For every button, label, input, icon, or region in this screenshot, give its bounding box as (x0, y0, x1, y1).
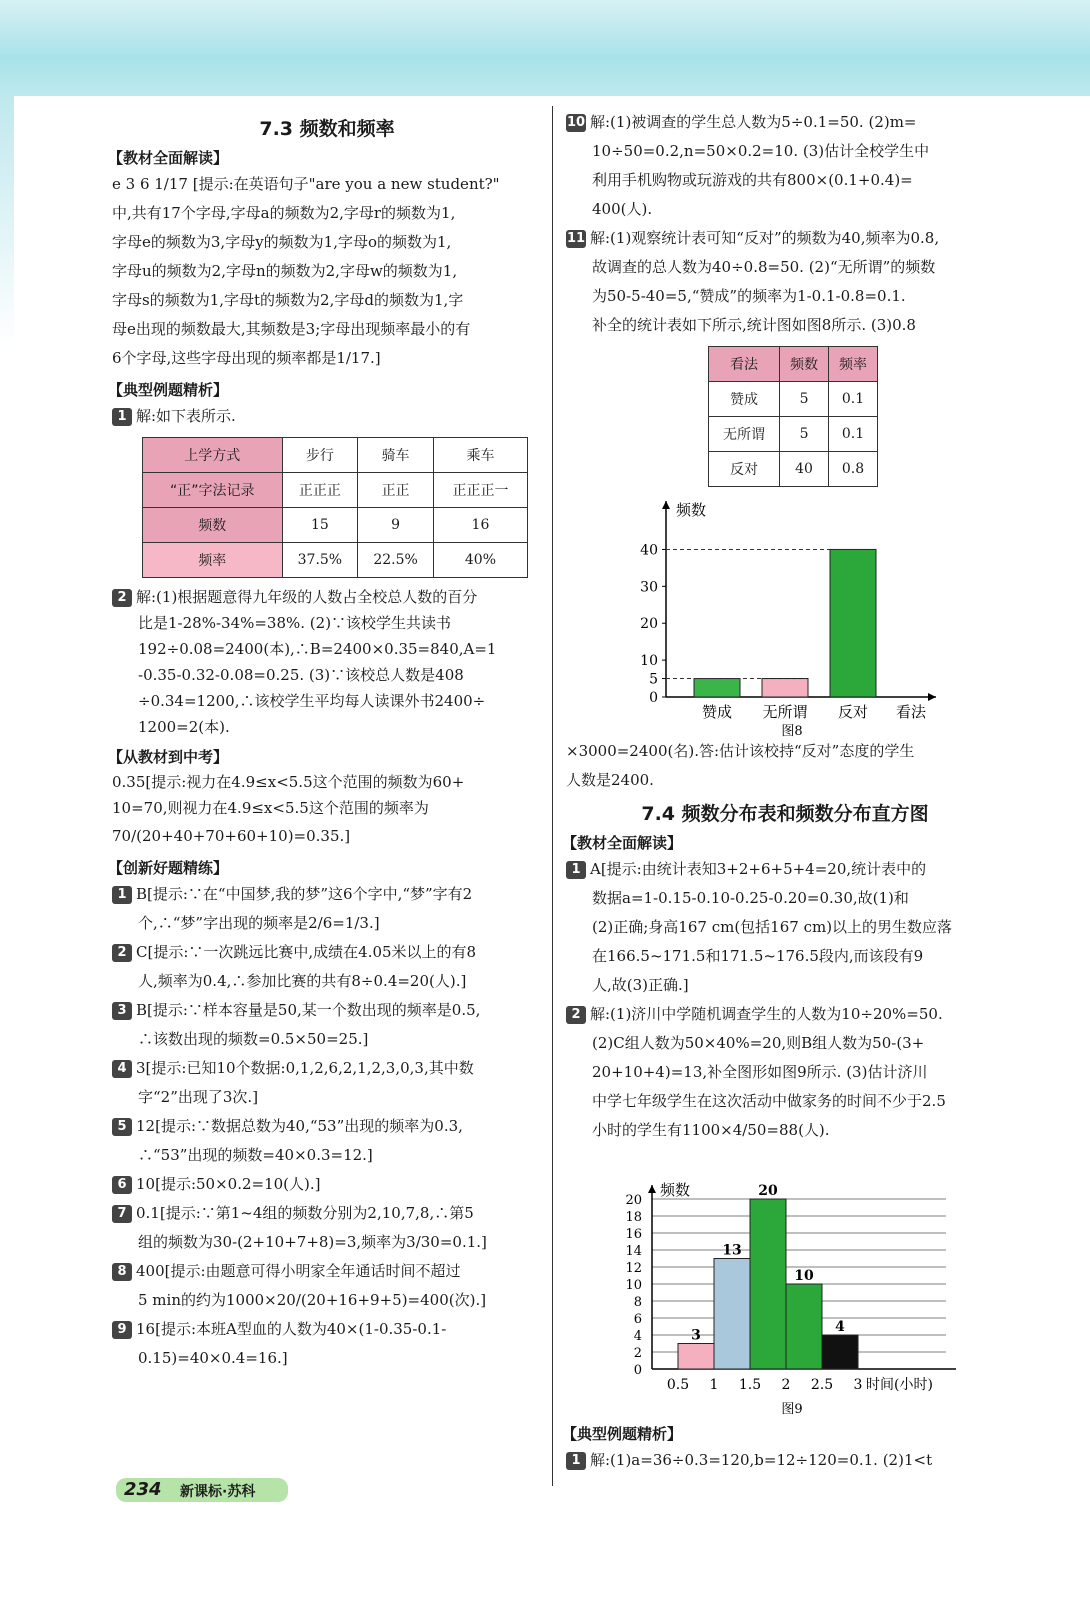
line (112, 1228, 542, 1257)
line-text: 个,∴“梦”字出现的频率是2/6=1/3.] (138, 914, 380, 932)
x-tick-label: 2.5 (810, 1377, 834, 1393)
line-text: A[提示:由统计表知3+2+6+5+4=20,统计表中的 (590, 860, 927, 878)
line-text: B[提示:∵样本容量是50,某一个数出现的频率是0.5, (136, 1001, 481, 1019)
y-tick-label: 8 (633, 1295, 642, 1310)
table-cell: 频率 (143, 543, 283, 578)
table-header: 步行 (282, 438, 358, 473)
histogram-bar (678, 1344, 714, 1370)
line-text: 3[提示:已知10个数据:0,1,2,6,2,1,2,3,0,3,其中数 (136, 1059, 474, 1077)
y-tick-label: 2 (633, 1346, 642, 1361)
line (566, 1029, 1004, 1058)
bar-chart-figure-8 (566, 491, 1004, 737)
figure-caption: 图8 (781, 724, 803, 737)
line (566, 166, 1004, 195)
table-cell: 15 (282, 508, 358, 543)
line-text: 利用手机购物或玩游戏的共有800×(0.1+0.4)= (592, 171, 913, 189)
x-tick-label: 1.5 (738, 1377, 762, 1393)
number-badge: 2 (566, 1006, 586, 1024)
table-cell: 5 (780, 417, 829, 452)
table-cell: 无所谓 (709, 417, 780, 452)
line: ×3000=2400(名).答:估计该校持“反对”态度的学生 (566, 742, 915, 760)
y-tick-label: 30 (640, 579, 658, 596)
exercise-item (112, 1257, 542, 1286)
line-text: 400[提示:由题意可得小明家全年通话时间不超过 (136, 1262, 461, 1280)
heading-typical-examples: 【典型例题精析】 (108, 381, 229, 399)
line-text: 人,故(3)正确.] (592, 976, 689, 994)
line: 比是1-28%-34%=38%. (2)∵该校学生共读书 (138, 614, 452, 632)
data-label: 4 (835, 1319, 845, 1335)
exercise-item (566, 1000, 1004, 1029)
heading-typical-examples-2: 【典型例题精析】 (562, 1425, 683, 1443)
column-divider (552, 106, 553, 1486)
x-axis-label: 看法 (896, 703, 927, 721)
line-text: 400(人). (592, 200, 653, 218)
line-text: 解:(1)被调查的学生总人数为5÷0.1=50. (2)m= (590, 113, 917, 131)
number-badge: 7 (112, 1205, 132, 1223)
exercise-item (112, 880, 542, 909)
histogram-bar (750, 1199, 786, 1369)
line-text: 5 min的约为1000×20/(20+16+9+5)=400(次).] (138, 1291, 487, 1309)
commute-table (142, 437, 528, 578)
x-axis-label: 时间(小时) (866, 1377, 933, 1393)
number-badge: 9 (112, 1321, 132, 1339)
x-tick-label: 1 (709, 1377, 719, 1393)
y-tick-label: 4 (633, 1329, 642, 1344)
line: 1200=2(本). (138, 718, 230, 736)
series-label: 新课标·苏科 (180, 1484, 256, 1500)
line-text: ∴该数出现的频数=0.5×50=25.] (138, 1030, 369, 1048)
table-cell: 正正正 (282, 473, 358, 508)
line: 中,共有17个字母,字母a的频数为2,字母r的频数为1, (112, 204, 456, 222)
table-header: 骑车 (358, 438, 434, 473)
line-text: (2)正确;身高167 cm(包括167 cm)以上的男生数应落 (592, 918, 953, 936)
data-label: 10 (794, 1268, 814, 1284)
table-header: 乘车 (433, 438, 527, 473)
exercise-list-mid (566, 855, 1004, 1145)
y-tick-label: 10 (625, 1278, 642, 1293)
line: 解:(1)根据题意得九年级的人数占全校总人数的百分 (136, 588, 478, 606)
number-badge: 8 (112, 1263, 132, 1281)
x-tick-label: 0.5 (666, 1377, 690, 1393)
left-decoration-strip (0, 96, 14, 346)
line: -0.35-0.32-0.08=0.25. (3)∵该校总人数是408 (138, 666, 464, 684)
y-tick-label: 14 (625, 1244, 642, 1259)
x-tick-label: 反对 (837, 703, 869, 721)
line-text: 解:(1)观察统计表可知“反对”的频数为40,频率为0.8, (590, 229, 940, 247)
heading-innovative-exercises: 【创新好题精练】 (108, 859, 229, 877)
line (566, 1087, 1004, 1116)
table-cell: 40 (780, 452, 829, 487)
table-cell: 赞成 (709, 382, 780, 417)
table-cell: 正正 (358, 473, 434, 508)
line (566, 311, 1004, 340)
line-text: 0.15)=40×0.4=16.] (138, 1349, 288, 1367)
line (566, 971, 1004, 1000)
line: 字母e的频数为3,字母y的频数为1,字母o的频数为1, (112, 233, 452, 251)
table-cell: 0.8 (829, 452, 878, 487)
line-text: 16[提示:本班A型血的人数为40×(1-0.35-0.1- (136, 1320, 447, 1338)
line-text: 20+10+4)=13,补全图形如图9所示. (3)估计济川 (592, 1063, 928, 1081)
table-cell: “正”字法记录 (143, 473, 283, 508)
section-title-7-4: 7.4 频数分布表和频数分布直方图 (641, 803, 929, 825)
number-badge: 6 (112, 1176, 132, 1194)
line-text: C[提示:∵一次跳远比赛中,成绩在4.05米以上的有8 (136, 943, 477, 961)
exercise-item (566, 855, 1004, 884)
page-number: 234 (124, 1479, 162, 1500)
line (566, 137, 1004, 166)
textbook-analysis-text (112, 170, 542, 373)
line (112, 1141, 542, 1170)
heading-textbook-analysis: 【教材全面解读】 (108, 149, 229, 167)
line-text: 解:(1)济川中学随机调查学生的人数为10÷20%=50. (590, 1005, 943, 1023)
y-tick-label: 12 (625, 1261, 642, 1276)
line: 0.35[提示:视力在4.9≤x<5.5这个范围的频数为60+ (112, 773, 465, 791)
header-band (0, 0, 1090, 96)
x-tick-label: 赞成 (701, 703, 733, 721)
table-cell: 频数 (143, 508, 283, 543)
number-badge: 11 (566, 231, 586, 246)
textbook-to-exam-text (112, 769, 542, 851)
table-cell: 37.5% (282, 543, 358, 578)
line: 192÷0.08=2400(本),∴B=2400×0.35=840,A=1 (138, 640, 497, 658)
line: 解:如下表所示. (136, 407, 236, 425)
x-axis-arrow (928, 693, 936, 701)
line-text: 小时的学生有1100×4/50=88(人). (592, 1121, 830, 1139)
line: 6个字母,这些字母出现的频率都是1/17.] (112, 349, 381, 367)
y-tick-label: 5 (649, 671, 658, 688)
y-tick-label: 16 (625, 1227, 642, 1242)
table-cell: 22.5% (358, 543, 434, 578)
example-1 (112, 402, 542, 431)
exercise-item (112, 1112, 542, 1141)
line: 字母s的频数为1,字母t的频数为2,字母d的频数为1,字 (112, 291, 464, 309)
line (566, 195, 1004, 224)
y-tick-label: 20 (640, 616, 658, 633)
number-badge: 1 (566, 861, 586, 879)
line: 母e出现的频数最大,其频数是3;字母出现频率最小的有 (112, 320, 471, 338)
line: 10=70,则视力在4.9≤x<5.5这个范围的频率为 (112, 799, 429, 817)
line-text: 人,频率为0.4,∴参加比赛的共有8÷0.4=20(人).] (138, 972, 467, 990)
data-label: 13 (722, 1242, 742, 1259)
number-badge: 10 (566, 115, 586, 130)
line (112, 1344, 542, 1373)
line-text: 故调查的总人数为40÷0.8=50. (2)“无所谓”的频数 (592, 258, 936, 276)
histogram-figure-9 (566, 1149, 1004, 1417)
exercise-list (112, 880, 542, 1373)
x-tick-label: 无所谓 (762, 703, 808, 721)
line-text: 0.1[提示:∵第1~4组的频数分别为2,10,7,8,∴第5 (136, 1204, 474, 1222)
example-2 (112, 584, 542, 740)
x-tick-label: 3 (853, 1377, 863, 1393)
heading-textbook-analysis-2: 【教材全面解读】 (562, 834, 683, 852)
bar (694, 679, 740, 697)
line: e 3 6 1/17 [提示:在英语句子"are you a new student?" (112, 175, 500, 193)
y-tick-label: 0 (649, 690, 658, 706)
histogram-bar (714, 1259, 750, 1370)
line-text: 12[提示:∵数据总数为40,“53”出现的频率为0.3, (136, 1117, 463, 1135)
exercise-item (566, 108, 1004, 137)
line: 人数是2400. (566, 771, 654, 789)
table-cell: 0.1 (829, 382, 878, 417)
line: 字母u的频数为2,字母n的频数为2,字母w的频数为1, (112, 262, 458, 280)
bar (762, 679, 808, 697)
line-text: ∴“53”出现的频数=40×0.3=12.] (138, 1146, 373, 1164)
number-badge: 4 (112, 1060, 132, 1078)
line (566, 884, 1004, 913)
exercise-item (112, 938, 542, 967)
line: 解:(1)a=36÷0.3=120,b=12÷120=0.1. (2)1<t (590, 1451, 933, 1469)
y-tick-label: 20 (625, 1193, 642, 1208)
exercise-item (112, 1054, 542, 1083)
line-text: 数据a=1-0.15-0.10-0.25-0.20=0.30,故(1)和 (592, 889, 909, 907)
line-text: 在166.5~171.5和171.5~176.5段内,而该段有9 (592, 947, 924, 965)
y-tick-label: 6 (633, 1312, 642, 1327)
section-title-7-3: 7.3 频数和频率 (259, 118, 395, 140)
number-badge: 5 (112, 1118, 132, 1136)
footer-page-badge (116, 1478, 288, 1502)
table-header: 频数 (780, 347, 829, 382)
table-header: 看法 (709, 347, 780, 382)
bar (830, 549, 876, 697)
table-header: 上学方式 (143, 438, 283, 473)
exercise-item (112, 996, 542, 1025)
number-badge: 1 (566, 1452, 586, 1470)
line (566, 1058, 1004, 1087)
line (566, 282, 1004, 311)
exercise-item (112, 1199, 542, 1228)
x-tick-label: 2 (781, 1377, 791, 1393)
exercise-item (112, 1170, 542, 1199)
heading-textbook-to-exam: 【从教材到中考】 (108, 748, 229, 766)
line: ÷0.34=1200,∴该校学生平均每人读课外书2400÷ (138, 692, 486, 710)
histogram-bar (822, 1335, 858, 1369)
y-tick-label: 18 (625, 1210, 642, 1225)
line (112, 1083, 542, 1112)
y-tick-label: 40 (640, 542, 658, 559)
left-column (108, 104, 542, 1373)
y-tick-label: 10 (640, 653, 658, 670)
exercise-list-top (566, 108, 1004, 340)
line (566, 942, 1004, 971)
line (566, 253, 1004, 282)
opinion-table (708, 346, 878, 487)
table-cell: 反对 (709, 452, 780, 487)
table-cell: 5 (780, 382, 829, 417)
example-last (566, 1446, 1004, 1475)
table-cell: 16 (433, 508, 527, 543)
line (112, 909, 542, 938)
line (112, 1286, 542, 1315)
right-column (562, 104, 1004, 1475)
number-badge: 1 (112, 408, 132, 426)
line-text: 为50-5-40=5,“赞成”的频率为1-0.1-0.8=0.1. (592, 287, 906, 305)
line-text: 10÷50=0.2,n=50×0.2=10. (3)估计全校学生中 (592, 142, 930, 160)
answer-continuation (566, 737, 1004, 795)
table-header: 频率 (829, 347, 878, 382)
table-cell: 9 (358, 508, 434, 543)
data-label: 3 (691, 1327, 701, 1344)
line-text: 补全的统计表如下所示,统计图如图8所示. (3)0.8 (592, 316, 916, 334)
line-text: 组的频数为30-(2+10+7+8)=3,频率为3/30=0.1.] (138, 1233, 487, 1251)
data-label: 20 (758, 1183, 778, 1199)
figure-caption: 图9 (781, 1402, 803, 1417)
y-axis-arrow (648, 1185, 656, 1193)
line: 70/(20+40+70+60+10)=0.35.] (112, 827, 351, 845)
line (112, 967, 542, 996)
table-cell: 正正正一 (433, 473, 527, 508)
line (112, 1025, 542, 1054)
line (566, 913, 1004, 942)
histogram-bar (786, 1284, 822, 1369)
line (566, 1116, 1004, 1145)
exercise-item (566, 224, 1004, 253)
y-tick-label: 0 (633, 1363, 642, 1378)
table-cell: 40% (433, 543, 527, 578)
table-cell: 0.1 (829, 417, 878, 452)
y-axis-arrow (662, 501, 670, 509)
line-text: B[提示:∵在“中国梦,我的梦”这6个字中,“梦”字有2 (136, 885, 473, 903)
number-badge: 3 (112, 1002, 132, 1020)
line-text: 字“2”出现了3次.] (138, 1088, 259, 1106)
number-badge: 2 (112, 944, 132, 962)
number-badge: 1 (112, 886, 132, 904)
line-text: (2)C组人数为50×40%=20,则B组人数为50-(3+ (592, 1034, 925, 1052)
line-text: 10[提示:50×0.2=10(人).] (136, 1175, 321, 1193)
y-axis-label: 频数 (676, 501, 707, 519)
number-badge: 2 (112, 589, 132, 607)
exercise-item (112, 1315, 542, 1344)
line-text: 中学七年级学生在这次活动中做家务的时间不少于2.5 (592, 1092, 946, 1110)
y-axis-label: 频数 (660, 1181, 691, 1199)
